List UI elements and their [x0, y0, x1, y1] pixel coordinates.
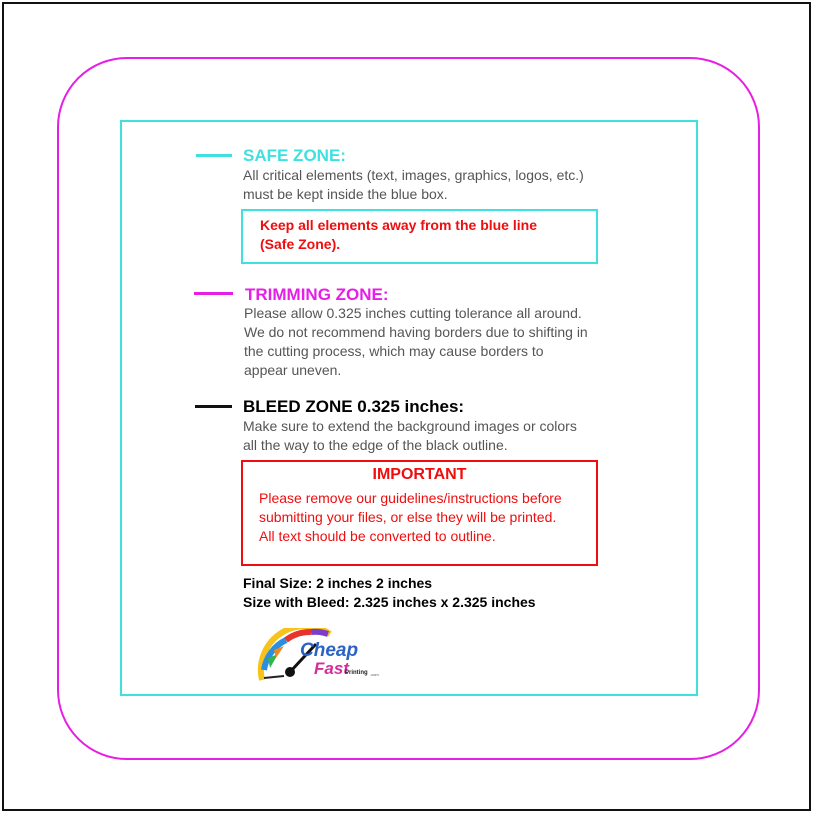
company-logo — [256, 628, 386, 686]
logo-word-fast: Fast — [314, 659, 349, 678]
safe-zone-description-line: All critical elements (text, images, graphics, logos, etc.) — [243, 167, 584, 183]
safe-zone-callout-line: Keep all elements away from the blue line — [260, 217, 537, 233]
logo-word-cheap: Cheap — [300, 640, 359, 661]
safe-zone-callout-line: (Safe Zone). — [260, 236, 341, 252]
safe-zone-title: SAFE ZONE: — [243, 146, 346, 165]
trimming-zone-swatch — [194, 292, 233, 295]
bleed-zone-description — [243, 417, 577, 455]
trimming-zone-description-line: the cutting process, which may cause borders to — [244, 343, 544, 359]
important-line: Please remove our guidelines/instructions before — [259, 490, 562, 506]
bleed-zone-description-line: Make sure to extend the background images or colors — [243, 418, 577, 434]
final-size: Final Size: 2 inches 2 inches — [243, 575, 433, 591]
logo-word-printing: Printing — [345, 670, 368, 676]
bleed-zone-title: BLEED ZONE 0.325 inches: — [243, 397, 465, 416]
bleed-zone-swatch — [195, 405, 232, 408]
trimming-zone-description — [244, 304, 588, 380]
trimming-zone-description-line: appear uneven. — [244, 362, 342, 378]
bleed-zone-description-line: all the way to the edge of the black outline. — [243, 437, 508, 453]
important-line: All text should be converted to outline. — [259, 528, 496, 544]
bleed-size: Size with Bleed: 2.325 inches x 2.325 inches — [243, 594, 536, 610]
important-title: IMPORTANT — [372, 466, 467, 483]
safe-zone-callout — [241, 209, 598, 264]
trimming-zone-title: TRIMMING ZONE: — [245, 285, 389, 304]
trimming-zone-description-line: We do not recommend having borders due to shifting in — [244, 324, 588, 340]
important-line: submitting your files, or else they will be printed. — [259, 509, 557, 525]
safe-zone-description-line: must be kept inside the blue box. — [243, 186, 448, 202]
logo-suffix: .com — [370, 672, 379, 677]
trimming-zone-description-line: Please allow 0.325 inches cutting tolerance all around. — [244, 305, 582, 321]
safe-zone-description — [243, 166, 584, 204]
important-callout — [241, 460, 598, 566]
safe-zone-swatch — [196, 154, 232, 157]
